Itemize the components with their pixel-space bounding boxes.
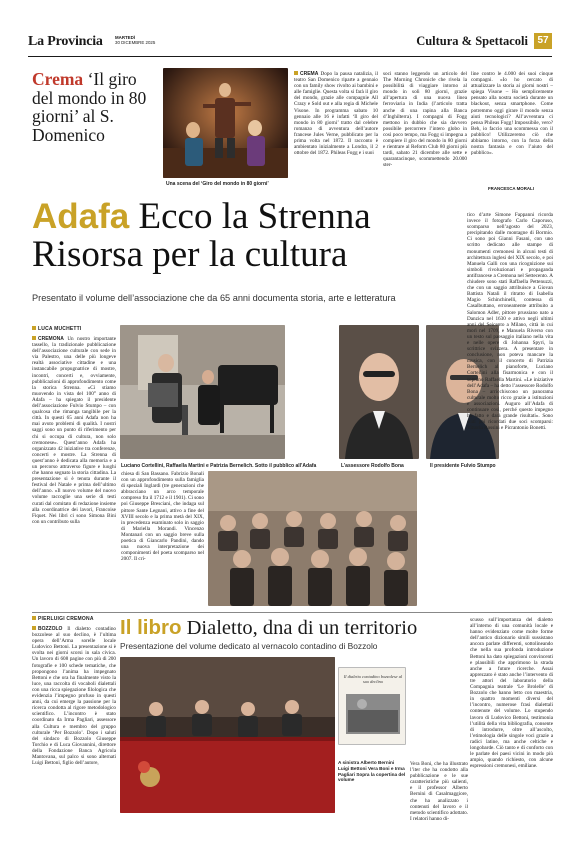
crema-column-3-text: line contro le 4.000 dei suoi cinque compagni. «Io ho cercato di attualizzare la storia ai giorni nostri – spiega Visone – Ho semplicemente pensato alla nostra società durante un blackout, senza smartphone. Come potremmo oggi girare il mondo senza aiuti tecnologici? All’avventura ci pensa Phileas Fogg! Impossibile, vero? Beh, io faccio una scommessa con il pubblico! Utilizzeremo ciò che abbiamo intorno, con la forza della nostra fantasia e con l’aiuto del pubblico». — [471, 71, 553, 157]
crema-title-text: ‘Il giro del mondo in 80 giorni’ al S. Domenico — [32, 69, 147, 145]
libro-subtitle: Presentazione del volume dedicato al vernacolo contadino di Bozzolo — [120, 641, 378, 651]
adafa-column-3-text: tico d’arte Simone Fappanni ricorda invece il fotografo Carlo Caporuso, scomparso nell’agosto del 2023, precipitando dalle montagne di Bormio. Ci sono poi Gianni Fasani, con uno scritto dedicato alle stampe di monumenti cremonesi in alcuni testi di architettura inglesi del XIX secolo, e poi Manuela Galli con una ricognizione sui simboli rivoluzionari e propaganda antifrancese a Cremona nel Settecento. A chiudere sono stati Raffaella Pettenuzzi, che con un saggio attribuisce a Giovan Battista Natali il ritratto di Isabella Magio Schinchinelli, contessa di Casalbuttano, erroneamente attribuito a Salomon Adler, pittore prussiano nato a Danzica nel 1630 e attivo negli ultimi anni del Seicento a Milano, città in cui morì nel 1709, e Manuela Riverso con un testo sul paesaggio italiano nella vita e nelle opere di Johanna Spyri, la scrittrice svizzera. A presentare in conclusione, non poteva mancare la musica, con il concerto di Patrizia Bernelich al pianoforte, Luciano Cortellini alla fisarmonica e con il soprano Raffaella Martini. «Le iniziative dell’Adafa – ha detto l’assessore Rodolfo Bona – arricchiscono un panorama culturale molto ricco grazie a istituzioni e associazioni. Auguro all’Adafa di continuare così, perché questo impegno ha fatto e darà grande risultati». Sono stati poi ricordati due soci scomparsi: Vittoria Rossini e Picrantonio Bonetti. — [467, 212, 553, 432]
crema-column-1-text: Dopo la pausa natalizia, il teatro San Domenico riparte a gennaio con un family show rivolto ai bambini e alle famiglie. Questa volta si farà il giro del mondo, grazie alle compagnie All Crazy e Sold out e alla regia di Michele Visone. In programma sabato 10 gennaio alle 16 è infatti ‘Il giro del mondo in 80 giorni’ tratto dal celebre romanzo di avventura dell’autore francese Jules Verne, pubblicato per la prima volta nel 1872. Il racconto è ambientato inizialmente a Londra, il 2 ottobre del 1872. Phileas Fogg e i suoi — [294, 71, 378, 157]
libro-author: PIERLUIGI CREMONA — [38, 616, 94, 622]
libro-column-2 — [410, 761, 468, 821]
libro-column-2-text: Vera Boni, che ha illustrato l’iter che ha condotto alla pubblicazione e le sue caratteristiche più salienti, e il professor Alberto Bernini di Casalmaggiore, che ha analizzato i contenuti del lavoro e il metodo scientifico adottato. I relatori hanno di- — [410, 761, 468, 821]
issue-full-date: 30 DICEMBRE 2025 — [115, 40, 156, 46]
page-header — [28, 33, 552, 55]
adafa-headline — [32, 198, 482, 274]
libro-column-3-text: scusso sull’importanza del dialetto all’interno di una comunità locale e hanno evidenziato come molte forme dell’antico dizionario simili sussistano ancora parlate differenti, sottolineando che nella sua profonda introduzione Bettoni ha dato spiegazioni convincenti e plausibili che apprimono la strada anche a future ricerche. Assai apprezzato è stato anche l’intervento di tre attori del laboratorio della Compagnia teatrale ‘Le Brolelle’ di Bozzolo che hanno letto con maestria, in quattro momenti diversi del l’incontro, numerose frasi dialettali contenute del volume. Lo stupendo lavoro di Ludovico Bettoni, testimonia l’utilità della vita bibliografia, consente di introdurre, oltre all’ascolto, l’etimologia delle singole voci grazie a radici latine, ma anche celtiche e longobarde. Ciò tanto e di conforto con le parlate dei paesi vicini in modo più ampio, quando richiesto, con alcune espressioni cremonesi, emiliane. — [470, 617, 553, 770]
adafa-subtitle: Presentato il volume dell’associazione che da 65 anni documenta storia, arte e letteratura — [32, 293, 396, 303]
adafa-column-3 — [467, 212, 553, 606]
libro-photo-panel — [120, 657, 335, 813]
adafa-author: LUCA MUCHETTI — [38, 326, 82, 332]
libro-photo-caption: A sinistra Alberto Bernini Luigi Bettoni Vera Boni e Irma Pagliari Sopra la copertina del volume — [338, 760, 406, 783]
libro-city: BOZZOLO — [38, 626, 63, 632]
crema-column-2 — [383, 71, 467, 192]
adafa-column-1 — [32, 336, 116, 606]
adafa-photo1-caption: Luciano Cortellini, Raffaella Martini e Patrizia Bernelich. Sotto il pubblico all’Adafa — [121, 463, 317, 469]
adafa-photo-musicians — [120, 325, 285, 459]
adafa-column-1-text: Un nostro importante tassello, la tradizionale pubblicazione dell’associazione culturale con sede in via Palestro, una delle più longeve realtà associative cittadine e una instancabile propugnatrice di mostre, incontri, concerti e, ovviamente, pubblicazioni di approfondimento come la storica Strenna. «Ci stiamo muovendo in vista del 100° anno di Adafa – ha spiegato il presidente dell’associazione Fulvio Stumpo – con qualcosa che rimanga tangibile per la città. In questi 65 anni Adafa non ha mai avuto problemi di qualità. I nostri saggi sono un punto di riferimento per chi si occupa di cultura, non solo cremonese». Quest’anno Adafa ha organizzato 42 iniziative tra conferenze, concerti e mostre. La Strenna di quest’anno è dedicata alla memoria e a un percorso attraverso figure e luoghi che hanno segnato la storia cittadina. La presentazione si è tenuta durante il festival del Natale e prima dell’ultimo dell’anno. «Il nuovo volume del nuovo volume raccoglie una serie di testi curati dal comitato di redazione insieme alla coordinatrice dei lavori, Francoise Fiquet. Nei libri ci sono Simona Bini con un contributo sulla — [32, 336, 116, 525]
adafa-title-text: Ecco la Strenna Risorsa per la cultura — [32, 196, 371, 275]
bullet-square — [32, 336, 36, 340]
audience-image — [208, 471, 417, 606]
crema-photo — [163, 68, 288, 178]
libro-kicker: Il libro — [120, 616, 182, 639]
libro-column-1-text: Il dialetto contadino bozzolese al suo declino, è l’ultima opera dell’Arma sorelle locale Ludovico Bettoni. La presentazione si è svolta nei giorni scorsi in sala civica. Un lavoro di 608 pagine con più di 200 fotografie e 100 schede tematiche, che propongono l’anima ha impegnato Bettoni e che ora ha finalmente visto la luce, una raccolta di vocaboli dialettali con una ricca spiegazione filologica che evidenzia l’impegno profuso in questi anni, da cui emerge la passione per la ricerca condotta al rigore metodologico scientifico. L’incontro è stato coordinato da Irma Pagliari, assessore alla Cultura e membro del gruppo culturale ‘Per Bozzolo’. Dopo i saluti del sindaco di Bozzolo Giuseppe Torchio e di Luca Giovannini, direttore della Fondazione Banca Agricola Mantovana, sul palco si sono alternati Luigi Bettoni, figlio dell’autore, — [32, 626, 116, 767]
bullet-square — [294, 71, 298, 75]
page-number: 57 — [534, 33, 552, 49]
theatre-scene-image — [163, 68, 288, 178]
book-cover-title: Il dialetto contadino bozzolese al suo declino — [343, 674, 403, 684]
issue-date — [115, 35, 155, 46]
masthead: La Provincia — [28, 34, 103, 49]
libro-book-cover — [338, 667, 406, 745]
concert-image — [120, 325, 285, 459]
crema-column-2-text: soci stanno leggendo un articolo del The Morning Chronicle che rivela la possibilità di viaggiare intorno al mondo in soli 80 giorni, grazie all’apertura di una nuova linea ferroviaria in India (l’articolo tratta anche di una rapina alla Banca d’Inghilterra). I compagni di Fogg mettono in dubbio che sia davvero possibile percorrere l’intero globo in così poco tempo, ma Fogg si impegna a compiere il giro del mondo in 80 giorni e rientrare al Reform Club 80 giorni più tardi, sabato 21 dicembre alle sette e quarantacinque, scommettendo 20.000 ster- — [383, 71, 467, 169]
conference-image — [120, 657, 335, 813]
libro-title-text: Dialetto, dna di un territorio — [186, 617, 418, 639]
adafa-column-2-text: chiesa di San Bassano. Fabrizio Bonali con un approfondimento sulla famiglia di speziali Inglardi (tre generazioni che abbracciano un arco temporale compreso fra il 1712 e il 1901). Ci sono poi Giuseppe Bresciani, che indaga sul pittore Sante Legnani, attivo a fine del XVIII secolo e la prima metà del XIX, in precedenza esaminato solo in saggio di Mariella Morandi. Vincenzo Montanari con un saggio breve sulla poetica di Giancarlo Pandini, dando una nuova interpretazione dei componimenti del poeta scomparso nel 2007. Il cri- — [121, 471, 204, 563]
bullet-square — [32, 626, 36, 630]
adafa-city: CREMONA — [38, 336, 64, 342]
crema-city: CREMA — [300, 71, 319, 77]
adafa-photo-audience — [208, 471, 417, 606]
adafa-kicker: Adafa — [32, 197, 130, 236]
crema-kicker: Crema — [32, 69, 84, 89]
libro-column-1 — [32, 626, 116, 822]
adafa-photo3-caption: Il presidente Fulvio Stumpo — [430, 463, 496, 469]
libro-column-3 — [470, 617, 553, 821]
crema-signature: FRANCESCA MORALI — [488, 186, 534, 191]
bullet-square — [32, 326, 36, 330]
adafa-photo2-caption: L’assessore Rodolfo Bona — [341, 463, 404, 469]
crema-headline — [32, 70, 162, 144]
adafa-byline — [32, 326, 82, 332]
header-rule — [28, 56, 552, 57]
adafa-column-2 — [121, 471, 204, 606]
section-title: Cultura & Spettacoli — [416, 34, 528, 48]
adafa-photo-assessore — [339, 325, 419, 459]
issue-day: MARTEDÌ — [115, 35, 136, 40]
libro-byline — [32, 616, 94, 622]
crema-photo-caption: Una scena del ‘Giro del mondo in 80 giorni’ — [166, 181, 269, 187]
book-cover-art — [340, 690, 406, 742]
article-divider — [32, 612, 552, 613]
crema-column-3 — [471, 71, 553, 185]
assessore-image — [339, 325, 419, 459]
bullet-square — [32, 616, 36, 620]
libro-headline — [120, 617, 450, 639]
crema-column-1 — [294, 71, 378, 192]
